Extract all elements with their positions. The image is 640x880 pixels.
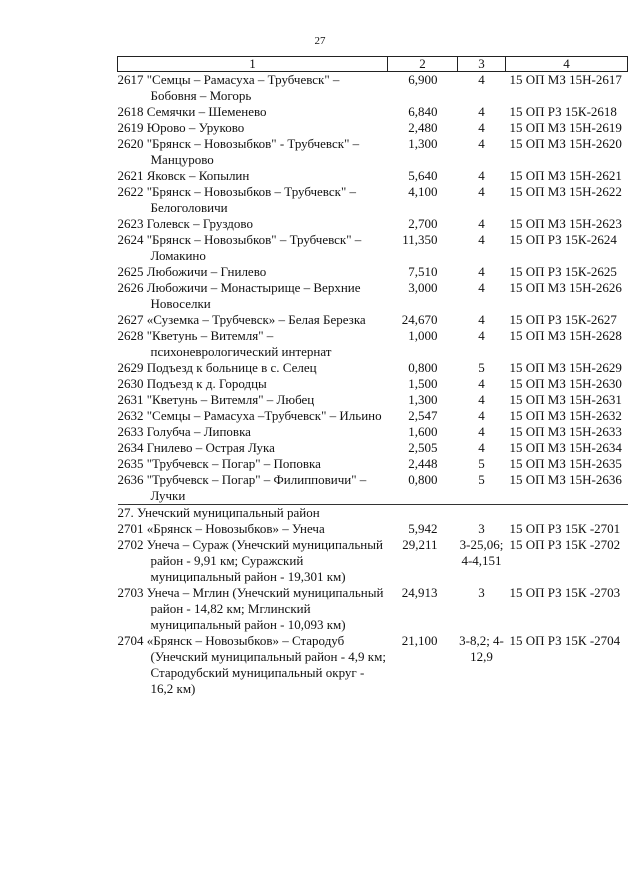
road-code: 15 ОП РЗ 15К-2627 — [509, 312, 617, 327]
road-length: 7,510 — [408, 264, 438, 279]
road-name-cell — [118, 168, 388, 184]
row-number: 2618 — [117, 104, 144, 119]
road-name-cell — [118, 633, 388, 697]
road-code: 15 ОП МЗ 15Н-2620 — [509, 136, 622, 151]
road-category: 5 — [478, 472, 485, 487]
row-number: 2624 — [117, 232, 144, 247]
road-length: 1,000 — [408, 328, 438, 343]
row-number: 2702 — [117, 537, 144, 552]
row-number: 2627 — [117, 312, 144, 327]
table-row — [118, 408, 628, 424]
table-row — [118, 136, 628, 168]
road-name: Подъезд к д. Городцы — [146, 376, 267, 391]
table-row — [118, 440, 628, 456]
road-code: 15 ОП МЗ 15Н-2629 — [509, 360, 622, 375]
row-number: 2635 — [117, 456, 144, 471]
road-name-cell — [118, 232, 388, 264]
road-length: 21,100 — [401, 633, 438, 648]
road-name-cell — [118, 585, 388, 633]
road-code: 15 ОП МЗ 15Н-2631 — [509, 392, 622, 407]
table-row — [118, 184, 628, 216]
header-col-2: 2 — [388, 57, 458, 72]
road-category: 4 — [478, 136, 485, 151]
road-length: 6,900 — [408, 72, 438, 87]
road-name: Яковск – Копылин — [146, 168, 250, 183]
road-name: Юрово – Уруково — [146, 120, 245, 135]
road-category: 4 — [478, 216, 485, 231]
road-category: 3 — [478, 521, 485, 536]
row-number: 2701 — [117, 521, 144, 536]
table-row — [118, 392, 628, 408]
row-number: 2619 — [117, 120, 144, 135]
road-length: 0,800 — [408, 472, 438, 487]
header-col-3: 3 — [458, 57, 506, 72]
page-number: 27 — [314, 35, 326, 47]
road-category: 4 — [478, 328, 485, 343]
road-name-cell — [118, 424, 388, 440]
road-name-cell — [118, 328, 388, 360]
road-code: 15 ОП РЗ 15К -2702 — [509, 537, 621, 552]
road-category: 4 — [478, 104, 485, 119]
road-name-cell — [118, 440, 388, 456]
road-category: 4 — [478, 312, 485, 327]
road-category: 3 — [478, 585, 485, 600]
road-name-cell — [118, 360, 388, 376]
table-row — [118, 168, 628, 184]
road-name-cell — [118, 216, 388, 232]
road-length: 11,350 — [402, 232, 438, 247]
road-name-cell — [118, 392, 388, 408]
road-category: 4 — [478, 120, 485, 135]
table-row — [118, 104, 628, 120]
road-category: 4 — [478, 424, 485, 439]
road-code: 15 ОП МЗ 15Н-2634 — [509, 440, 622, 455]
road-length: 24,670 — [401, 312, 438, 327]
row-number: 2617 — [117, 72, 144, 87]
road-name: «Брянск – Новозыбков» – Унеча — [146, 521, 325, 536]
road-code: 15 ОП РЗ 15К -2701 — [509, 521, 621, 536]
road-name-cell — [118, 136, 388, 168]
road-code: 15 ОП РЗ 15К -2703 — [509, 585, 621, 600]
row-number: 2704 — [117, 633, 144, 648]
table-row — [118, 360, 628, 376]
road-length: 1,500 — [408, 376, 438, 391]
road-category: 5 — [478, 360, 485, 375]
road-name: "Брянск – Новозыбков" – Трубчевск" – Ломакино — [146, 232, 362, 263]
road-length: 1,300 — [408, 392, 438, 407]
road-length: 1,600 — [408, 424, 438, 439]
road-category: 4 — [478, 264, 485, 279]
row-number: 2633 — [117, 424, 144, 439]
row-number: 2703 — [117, 585, 144, 600]
road-length: 4,100 — [408, 184, 438, 199]
road-code: 15 ОП МЗ 15Н-2632 — [509, 408, 622, 423]
road-name: "Трубчевск – Погар" – Филипповичи" – Лучки — [146, 472, 367, 503]
table-row — [118, 120, 628, 136]
roads-table — [117, 56, 628, 697]
table-row — [118, 537, 628, 585]
road-code: 15 ОП РЗ 15К-2618 — [509, 104, 617, 119]
road-name-cell — [118, 104, 388, 120]
row-number: 2626 — [117, 280, 144, 295]
road-name-cell — [118, 456, 388, 472]
road-name: "Семцы – Рамасуха –Трубчевск" – Ильино — [146, 408, 382, 423]
road-category: 4 — [478, 232, 485, 247]
header-col-4: 4 — [506, 57, 628, 72]
road-code: 15 ОП РЗ 15К-2624 — [509, 232, 617, 247]
table-row — [118, 280, 628, 312]
road-name: "Семцы – Рамасуха – Трубчевск" – Бобовня – Могорь — [146, 72, 340, 103]
road-length: 5,640 — [408, 168, 438, 183]
road-name: Любожичи – Гнилево — [146, 264, 267, 279]
road-name: "Трубчевск – Погар" – Поповка — [146, 456, 321, 471]
section-row — [118, 505, 628, 522]
road-code: 15 ОП МЗ 15Н-2636 — [509, 472, 622, 487]
road-name: "Брянск – Новозыбков – Трубчевск" – Белоголовичи — [146, 184, 356, 215]
road-name: Гнилево – Острая Лука — [146, 440, 275, 455]
table-row — [118, 72, 628, 105]
road-category: 3-25,06; 4-4,151 — [459, 537, 504, 568]
road-code: 15 ОП МЗ 15Н-2626 — [509, 280, 622, 295]
road-name-cell — [118, 521, 388, 537]
row-number: 2634 — [117, 440, 144, 455]
road-name: Любожичи – Монастырище – Верхние Новоселки — [146, 280, 361, 311]
road-code: 15 ОП РЗ 15К -2704 — [509, 633, 621, 648]
road-code: 15 ОП МЗ 15Н-2622 — [509, 184, 622, 199]
row-number: 2628 — [117, 328, 144, 343]
road-name: Унеча – Сураж (Унечский муниципальный район - 9,91 км; Суражский муниципальный район - 19,301 км) — [146, 537, 383, 584]
row-number: 2622 — [117, 184, 144, 199]
road-code: 15 ОП МЗ 15Н-2619 — [509, 120, 622, 135]
road-category: 3-8,2; 4-12,9 — [459, 633, 504, 664]
road-length: 24,913 — [401, 585, 438, 600]
table-row — [118, 521, 628, 537]
road-name: Голевск – Груздово — [146, 216, 253, 231]
road-code: 15 ОП РЗ 15К-2625 — [509, 264, 617, 279]
row-number: 2632 — [117, 408, 144, 423]
row-number: 2629 — [117, 360, 144, 375]
road-length: 29,211 — [402, 537, 438, 552]
road-code: 15 ОП МЗ 15Н-2633 — [509, 424, 622, 439]
row-number: 2625 — [117, 264, 144, 279]
table-row — [118, 232, 628, 264]
road-name: Семячки – Шеменево — [146, 104, 267, 119]
road-code: 15 ОП МЗ 15Н-2630 — [509, 376, 622, 391]
road-name-cell — [118, 184, 388, 216]
road-category: 4 — [478, 376, 485, 391]
table-row — [118, 264, 628, 280]
table-row — [118, 328, 628, 360]
road-name: Унеча – Мглин (Унечский муниципальный район - 14,82 км; Мглинский муниципальный район - 10,093 км) — [146, 585, 384, 632]
row-number: 2630 — [117, 376, 144, 391]
road-name-cell — [118, 280, 388, 312]
table-row — [118, 633, 628, 697]
road-name-cell — [118, 472, 388, 505]
road-name: "Кветунь – Витемля" – Любец — [146, 392, 315, 407]
road-length: 0,800 — [408, 360, 438, 375]
row-number: 2623 — [117, 216, 144, 231]
road-code: 15 ОП МЗ 15Н-2628 — [509, 328, 622, 343]
road-category: 4 — [478, 72, 485, 87]
table-row — [118, 456, 628, 472]
row-number: 2620 — [117, 136, 144, 151]
table-row — [118, 312, 628, 328]
road-length: 2,700 — [408, 216, 438, 231]
road-name-cell — [118, 376, 388, 392]
road-length: 6,840 — [408, 104, 438, 119]
road-length: 2,547 — [408, 408, 438, 423]
road-length: 2,505 — [408, 440, 438, 455]
table-row — [118, 424, 628, 440]
road-code: 15 ОП МЗ 15Н-2621 — [509, 168, 622, 183]
table-row — [118, 216, 628, 232]
road-length: 3,000 — [408, 280, 438, 295]
road-name: «Суземка – Трубчевск» – Белая Березка — [146, 312, 366, 327]
road-name-cell — [118, 72, 388, 105]
road-name: Подъезд к больнице в с. Селец — [146, 360, 317, 375]
table-header-row — [118, 57, 628, 72]
road-code: 15 ОП МЗ 15Н-2617 — [509, 72, 622, 87]
road-name: "Брянск – Новозыбков" - Трубчевск" – Манцурово — [146, 136, 360, 167]
table-row — [118, 585, 628, 633]
road-name: Голубча – Липовка — [146, 424, 251, 439]
road-length: 2,480 — [408, 120, 438, 135]
road-category: 4 — [478, 440, 485, 455]
row-number: 2636 — [117, 472, 144, 487]
road-code: 15 ОП МЗ 15Н-2635 — [509, 456, 622, 471]
road-name-cell — [118, 537, 388, 585]
road-length: 5,942 — [408, 521, 438, 536]
road-name-cell — [118, 312, 388, 328]
road-category: 4 — [478, 392, 485, 407]
road-category: 4 — [478, 184, 485, 199]
road-category: 4 — [478, 168, 485, 183]
road-length: 1,300 — [408, 136, 438, 151]
road-length: 2,448 — [408, 456, 438, 471]
road-name-cell — [118, 264, 388, 280]
road-category: 4 — [478, 280, 485, 295]
road-name: «Брянск – Новозыбков» – Стародуб (Унечский муниципальный район - 4,9 км; Стародубский муниципальный округ - 16,2 км) — [146, 633, 386, 696]
section-title: 27. Унечский муниципальный район — [118, 505, 628, 522]
road-category: 4 — [478, 408, 485, 423]
road-name-cell — [118, 120, 388, 136]
header-col-1: 1 — [118, 57, 388, 72]
table-row — [118, 376, 628, 392]
road-code: 15 ОП МЗ 15Н-2623 — [509, 216, 622, 231]
row-number: 2631 — [117, 392, 144, 407]
table-row — [118, 472, 628, 505]
road-name: "Кветунь – Витемля" – психоневрологический интернат — [146, 328, 332, 359]
row-number: 2621 — [117, 168, 144, 183]
road-category: 5 — [478, 456, 485, 471]
road-name-cell — [118, 408, 388, 424]
